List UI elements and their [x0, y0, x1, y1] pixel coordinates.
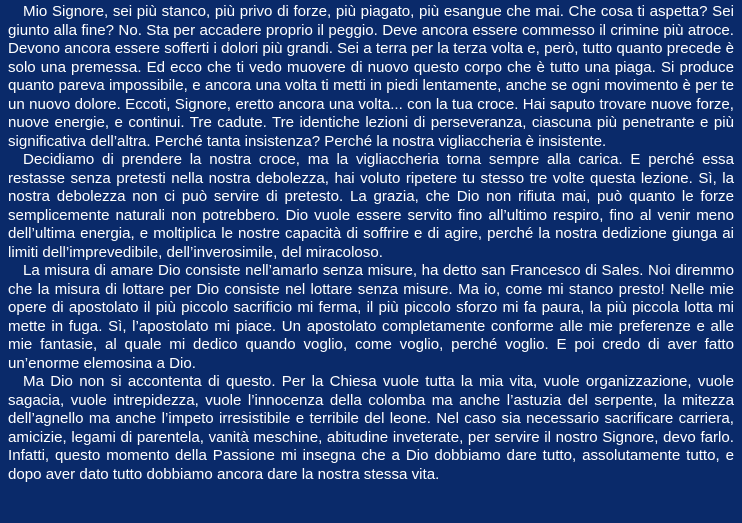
paragraph-4: Ma Dio non si accontenta di questo. Per la Chiesa vuole tutta la mia vita, vuole organizzazione, vuole sagacia, vuole intrepidezza, vuole l’innocenza della colomba ma anche l’astuzia del serpente, la mitezza dell’agnello ma anche l’impeto irresistibile e terribile del leone. Nel caso sia necessario sacrificare carriera, amicizie, legami di parentela, vanità meschine, abitudine inveterate, per servire il nostro Signore, devo farlo. Infatti, questo momento della Passione mi insegna che a Dio dobbiamo dare tutto, assolutamente tutto, e dopo aver dato tutto dobbiamo ancora dare la nostra stessa vita. — [8, 373, 734, 483]
paragraph-2: Decidiamo di prendere la nostra croce, ma la vigliaccheria torna sempre alla carica. E perché essa restasse senza pretesti nella nostra debolezza, hai voluto ripetere tu stesso tre volte questa lezione. Sì, la nostra debolezza non ci può servire di pretesto. La grazia, che Dio non rifiuta mai, può quanto le forze semplicemente naturali non potrebbero. Dio vuole essere servito fino all’ultimo respiro, fino al venir meno dell’ultima energia, e moltiplica le nostre capacità di soffrire e di agire, perché la nostra dedizione giunga ai limiti dell’imprevedibile, dell’inverosimile, del miracoloso. — [8, 151, 734, 261]
paragraph-3: La misura di amare Dio consiste nell’amarlo senza misure, ha detto san Francesco di Sales. Noi diremmo che la misura di lottare per Dio consiste nel lottare senza misure. Ma io, come mi stanco presto! Nelle mie opere di apostolato il più piccolo sacrificio mi ferma, il più piccolo sforzo mi fa paura, la più piccola lotta mi mette in fuga. Sì, l’apostolato mi piace. Un apostolato completamente conforme alle mie preferenze e alle mie fantasie, al quale mi dedico quando voglio, come voglio, perché voglio. E poi credo di aver fatto un’enorme elemosina a Dio. — [8, 262, 734, 372]
paragraph-1: Mio Signore, sei più stanco, più privo di forze, più piagato, più esangue che mai. Che cosa ti aspetta? Sei giunto alla fine? No. Sta per accadere proprio il peggio. Deve ancora essere commesso il crimine più atroce. Devono ancora essere sofferti i dolori più grandi. Sei a terra per la terza volta e, però, tutto quanto precede è solo una premessa. Ed ecco che ti vedo muovere di nuovo questo corpo che è tutto una piaga. Si produce quanto pareva impossibile, e ancora una volta ti metti in piedi lentamente, anche se ogni movimento è per te un nuovo dolore. Eccoti, Signore, eretto ancora una volta... con la tua croce. Hai saputo trovare nuove forze, nuove energie, e continui. Tre cadute. Tre identiche lezioni di perseveranza, ciascuna più penetrante e più significativa dell’altra. Perché tanta insistenza? Perché la nostra vigliaccheria è insistente. — [8, 3, 734, 150]
